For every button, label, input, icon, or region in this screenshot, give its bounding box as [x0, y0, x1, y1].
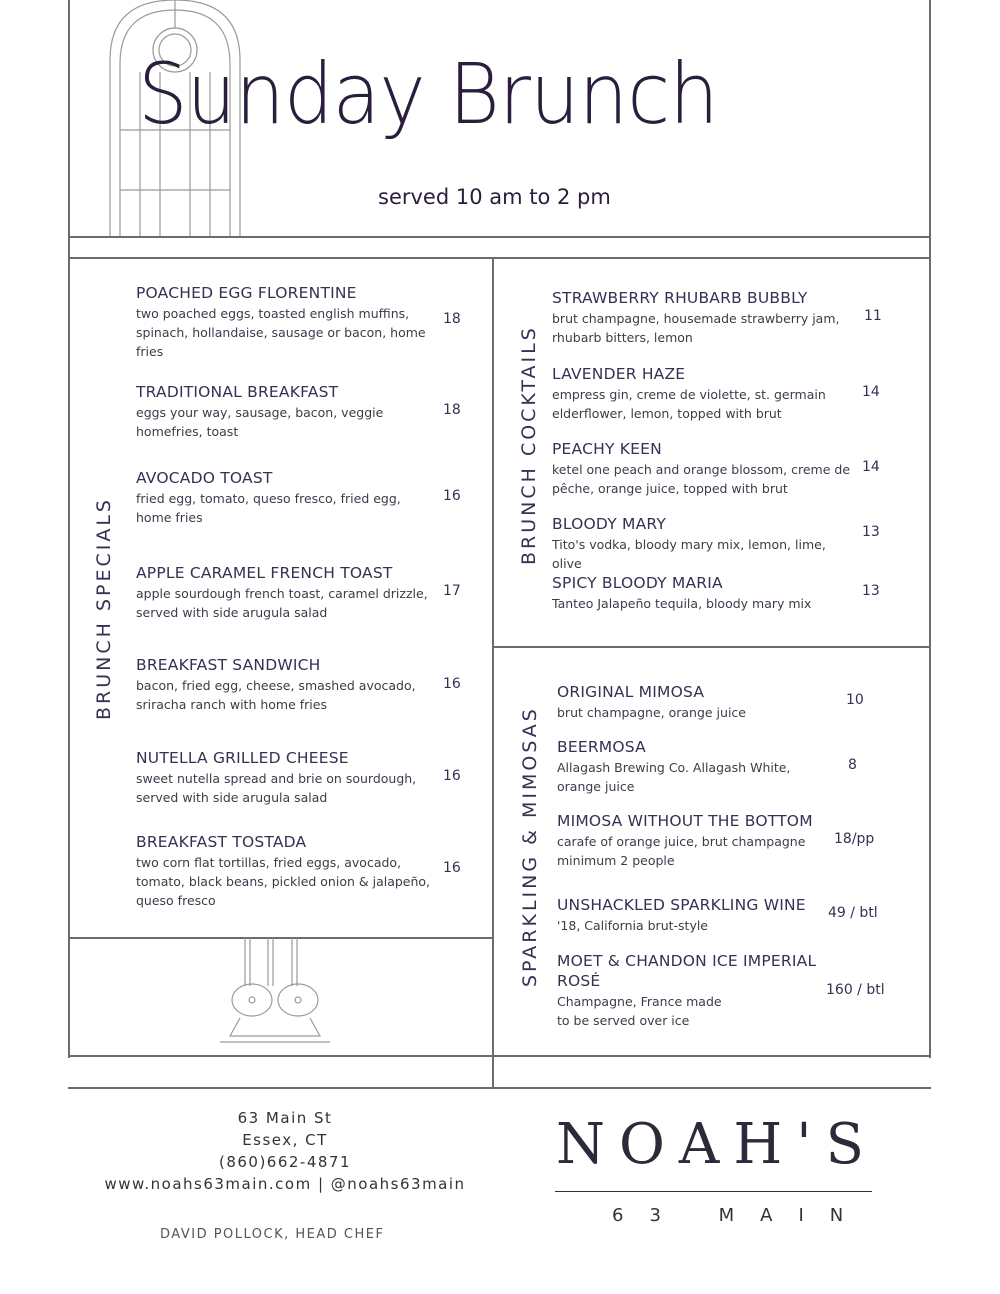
menu-item — [557, 895, 827, 936]
item-name: UNSHACKLED SPARKLING WINE — [557, 896, 806, 914]
header-divider — [68, 236, 931, 238]
item-price: 8 — [848, 757, 857, 773]
served-hours: served 10 am to 2 pm — [378, 185, 611, 209]
item-price: 13 — [862, 524, 880, 540]
menu-item — [557, 682, 807, 723]
item-description: bacon, fried egg, cheese, smashed avocado, sriracha ranch with home fries — [136, 678, 416, 712]
item-name: MOET & CHANDON ICE IMPERIAL ROSÉ — [557, 952, 817, 991]
item-description: '18, California brut-style — [557, 918, 709, 934]
item-description: ketel one peach and orange blossom, creme de pêche, orange juice, topped with brut — [552, 462, 851, 496]
item-description: empress gin, creme de violette, st. germain elderflower, lemon, topped with brut — [552, 387, 826, 421]
item-name: SPICY BLOODY MARIA — [552, 574, 723, 592]
logo-divider — [555, 1191, 872, 1192]
item-description: Tanteo Jalapeño tequila, bloody mary mix — [552, 596, 812, 612]
item-price: 18 — [443, 402, 461, 418]
item-name: BEERMOSA — [557, 738, 646, 756]
address: 63 Main St — [237, 1109, 333, 1127]
menu-item — [136, 832, 431, 910]
item-name: NUTELLA GRILLED CHEESE — [136, 749, 349, 767]
brunch-specials-label: BRUNCH SPECIALS — [93, 497, 115, 720]
menu-item — [136, 283, 426, 361]
item-description: two poached eggs, toasted english muffins, spinach, hollandaise, sausage or bacon, home fries — [136, 306, 426, 359]
item-price: 10 — [846, 692, 864, 708]
item-name: BREAKFAST SANDWICH — [136, 656, 321, 674]
menu-item — [136, 382, 426, 442]
item-price: 13 — [862, 583, 880, 599]
item-price: 11 — [864, 308, 882, 324]
frame-left-line — [68, 0, 70, 1058]
item-name: APPLE CARAMEL FRENCH TOAST — [136, 564, 393, 582]
menu-item — [552, 288, 852, 348]
item-price: 49 / btl — [828, 905, 878, 921]
menu-item — [136, 468, 426, 528]
menu-item — [552, 439, 852, 499]
sparkling-label: SPARKLING & MIMOSAS — [519, 706, 541, 987]
item-name: POACHED EGG FLORENTINE — [136, 284, 357, 302]
page-title: Sunday Brunch — [138, 45, 718, 143]
menu-item — [552, 364, 852, 424]
brunch-cocktails-label: BRUNCH COCKTAILS — [518, 325, 540, 565]
item-description: carafe of orange juice, brut champagne minimum 2 people — [557, 834, 806, 868]
item-name: BLOODY MARY — [552, 515, 667, 533]
item-price: 16 — [443, 768, 461, 784]
menu-item — [557, 737, 807, 797]
menu-item — [557, 811, 827, 871]
menu-item — [557, 951, 822, 1031]
item-name: TRADITIONAL BREAKFAST — [136, 383, 339, 401]
head-chef: DAVID POLLOCK, HEAD CHEF — [160, 1227, 385, 1242]
item-description: fried egg, tomato, queso fresco, fried egg, home fries — [136, 491, 401, 525]
item-name: PEACHY KEEN — [552, 440, 662, 458]
menu-item — [552, 514, 857, 574]
item-description: Champagne, France made to be served over ice — [557, 994, 722, 1029]
item-price: 14 — [862, 384, 880, 400]
city: Essex, CT — [242, 1131, 328, 1149]
table-illustration — [210, 938, 340, 1048]
section-top-line — [68, 257, 931, 259]
footer-top-line — [68, 1087, 931, 1089]
item-name: ORIGINAL MIMOSA — [557, 683, 705, 701]
item-price: 16 — [443, 488, 461, 504]
contact-block — [80, 1107, 490, 1195]
item-description: Allagash Brewing Co. Allagash White, orange juice — [557, 760, 791, 794]
item-price: 18 — [443, 311, 461, 327]
website-link[interactable]: www.noahs63main.com | @noahs63main — [104, 1175, 466, 1193]
item-price: 16 — [443, 676, 461, 692]
item-name: AVOCADO TOAST — [136, 469, 273, 487]
item-description: brut champagne, housemade strawberry jam, rhubarb bitters, lemon — [552, 311, 840, 345]
menu-item — [552, 573, 852, 614]
phone: (860)662-4871 — [218, 1153, 352, 1171]
item-name: LAVENDER HAZE — [552, 365, 686, 383]
item-price: 17 — [443, 583, 461, 599]
section-bottom-line — [68, 1055, 931, 1057]
frame-right-line — [929, 0, 931, 1058]
column-divider — [492, 257, 494, 1087]
item-price: 160 / btl — [826, 982, 885, 998]
menu-item — [136, 655, 426, 715]
item-price: 18/pp — [834, 831, 875, 847]
restaurant-logo: NOAH'S — [556, 1112, 878, 1177]
item-description: eggs your way, sausage, bacon, veggie homefries, toast — [136, 405, 384, 439]
menu-item — [136, 748, 426, 808]
item-description: sweet nutella spread and brie on sourdough, served with side arugula salad — [136, 771, 417, 805]
restaurant-logo-sub: 63 MAIN — [612, 1205, 870, 1226]
item-description: two corn flat tortillas, fried eggs, avocado, tomato, black beans, pickled onion & jalapeño, queso fresco — [136, 855, 431, 908]
item-price: 14 — [862, 459, 880, 475]
item-description: apple sourdough french toast, caramel drizzle, served with side arugula salad — [136, 586, 428, 620]
item-name: STRAWBERRY RHUBARB BUBBLY — [552, 289, 808, 307]
item-price: 16 — [443, 860, 461, 876]
item-description: brut champagne, orange juice — [557, 705, 746, 721]
item-name: MIMOSA WITHOUT THE BOTTOM — [557, 812, 813, 830]
item-description: Tito's vodka, bloody mary mix, lemon, lime, olive — [552, 537, 826, 571]
item-name: BREAKFAST TOSTADA — [136, 833, 307, 851]
menu-item — [136, 563, 436, 623]
cocktails-divider — [492, 646, 931, 648]
